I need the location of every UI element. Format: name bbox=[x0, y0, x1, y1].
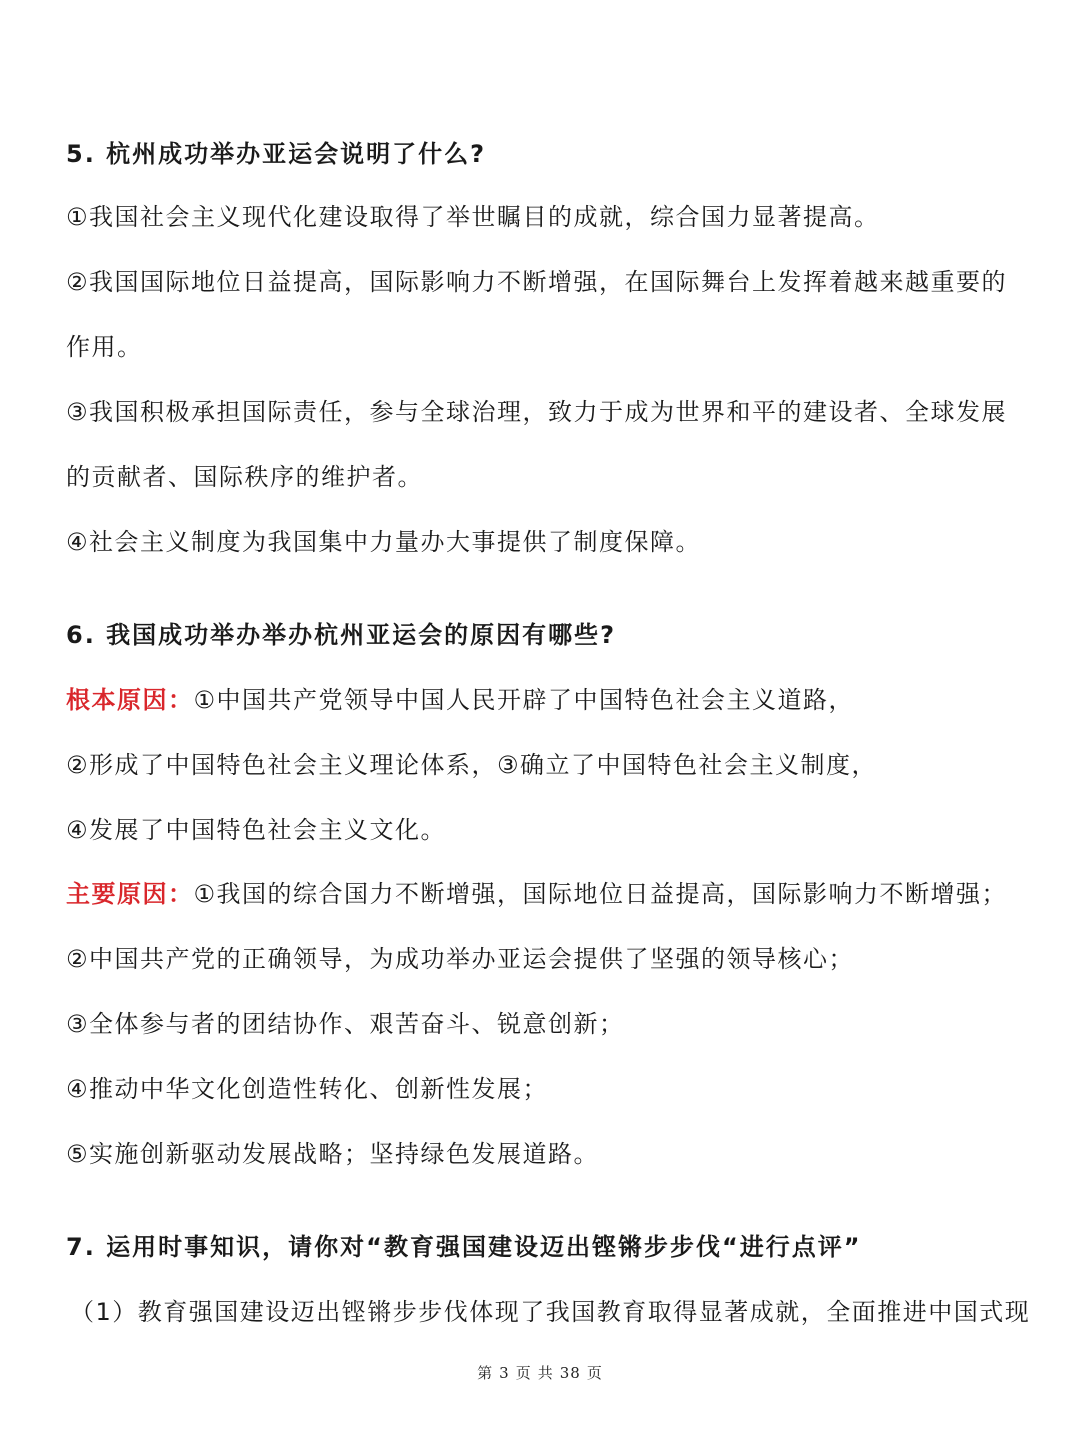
main-cause-text-1: ①我国的综合国力不断增强，国际地位日益提高，国际影响力不断增强； bbox=[193, 880, 1008, 908]
q6-main-cause-line-2: ②中国共产党的正确领导，为成功举办亚运会提供了坚强的领导核心； bbox=[66, 945, 855, 973]
question-5-title: 5. 杭州成功举办亚运会说明了什么? bbox=[66, 140, 487, 168]
footer-gong: 共 bbox=[537, 1364, 554, 1382]
q5-point-1: ①我国社会主义现代化建设取得了举世瞩目的成就，综合国力显著提高。 bbox=[66, 203, 880, 231]
footer-page-number: 3 bbox=[499, 1364, 510, 1382]
root-cause-label: 根本原因： bbox=[66, 686, 194, 714]
q5-point-4: ④社会主义制度为我国集中力量办大事提供了制度保障。 bbox=[66, 528, 702, 556]
footer-di: 第 bbox=[477, 1364, 494, 1382]
question-6-title: 6. 我国成功举办举办杭州亚运会的原因有哪些? bbox=[66, 621, 617, 649]
page-footer bbox=[0, 1362, 1080, 1383]
q5-point-3-line-2: 的贡献者、国际秩序的维护者。 bbox=[66, 463, 423, 491]
q6-root-cause-line-3: ④发展了中国特色社会主义文化。 bbox=[66, 816, 447, 844]
q6-main-cause-line-1 bbox=[66, 878, 1007, 910]
q6-main-cause-line-3: ③全体参与者的团结协作、艰苦奋斗、锐意创新； bbox=[66, 1010, 625, 1038]
q7-point-1: （1）教育强国建设迈出铿锵步步伐体现了我国教育取得显著成就，全面推进中国式现 bbox=[70, 1298, 1031, 1326]
footer-ye-2: 页 bbox=[586, 1364, 603, 1382]
q5-point-3-line-1: ③我国积极承担国际责任，参与全球治理，致力于成为世界和平的建设者、全球发展 bbox=[66, 398, 1008, 426]
q6-root-cause-line-2: ②形成了中国特色社会主义理论体系，③确立了中国特色社会主义制度， bbox=[66, 751, 878, 779]
footer-total-pages: 38 bbox=[559, 1364, 581, 1382]
q5-point-2-line-1: ②我国国际地位日益提高，国际影响力不断增强，在国际舞台上发挥着越来越重要的 bbox=[66, 268, 1008, 296]
root-cause-text-1: ①中国共产党领导中国人民开辟了中国特色社会主义道路， bbox=[193, 686, 855, 714]
q6-main-cause-line-4: ④推动中华文化创造性转化、创新性发展； bbox=[66, 1075, 549, 1103]
question-7-title: 7. 运用时事知识，请你对“教育强国建设迈出铿锵步步伐“进行点评” bbox=[66, 1233, 862, 1261]
q5-point-2-line-2: 作用。 bbox=[66, 333, 143, 361]
main-cause-label: 主要原因： bbox=[66, 880, 194, 908]
footer-ye: 页 bbox=[515, 1364, 532, 1382]
q6-root-cause-line-1 bbox=[66, 684, 854, 716]
q6-main-cause-line-5: ⑤实施创新驱动发展战略；坚持绿色发展道路。 bbox=[66, 1140, 600, 1168]
